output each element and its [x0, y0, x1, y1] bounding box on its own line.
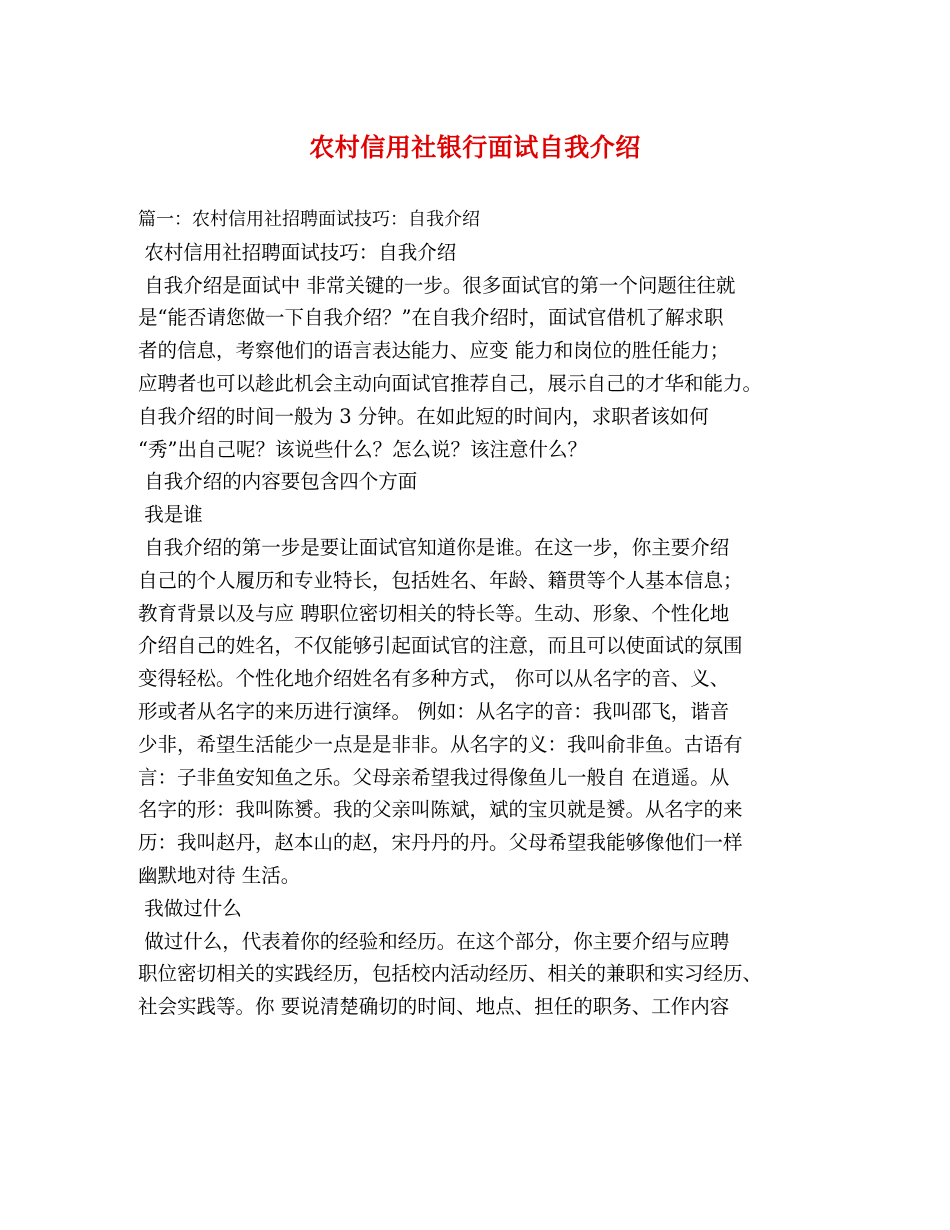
paragraph-line: 教育背景以及与应 聘职位密切相关的特长等。生动、形象、个性化地 — [138, 601, 730, 625]
document-title: 农村信用社银行面试自我介绍 — [309, 133, 641, 162]
paragraph-line: 应聘者也可以趁此机会主动向面试官推荐自己，展示自己的才华和能力。 — [138, 371, 763, 395]
paragraph-line: 形或者从名字的来历进行演绎。 例如：从名字的音：我叫邵飞，谐音 — [138, 699, 730, 723]
paragraph-line: 社会实践等。你 要说清楚确切的时间、地点、担任的职务、工作内容 — [138, 995, 730, 1019]
paragraph-line: 幽默地对待 生活。 — [138, 863, 301, 887]
paragraph-line: 自我介绍是面试中 非常关键的一步。很多面试官的第一个问题往往就 — [138, 273, 736, 297]
paragraph-line: 自己的个人履历和专业特长，包括姓名、年龄、籍贯等个人基本信息； — [138, 568, 743, 592]
paragraph-line: 职位密切相关的实践经历，包括校内活动经历、相关的兼职和实习经历、 — [138, 962, 763, 986]
paragraph-line: 篇一：农村信用社招聘面试技巧：自我介绍 — [138, 209, 480, 230]
paragraph-line: 是“能否请您做一下自我介绍？”在自我介绍时，面试官借机了解求职 — [138, 306, 724, 330]
paragraph-line: 自我介绍的时间一般为 3 分钟。在如此短的时间内，求职者该如何 — [138, 404, 709, 428]
paragraph-line: 历：我叫赵丹，赵本山的赵，宋丹丹的丹。父母希望我能够像他们一样 — [138, 831, 743, 855]
paragraph-line: 自我介绍的第一步是要让面试官知道你是谁。在这一步，你主要介绍 — [138, 535, 730, 559]
paragraph-line: 言：子非鱼安知鱼之乐。父母亲希望我过得像鱼儿一般自 在逍遥。从 — [138, 765, 730, 789]
paragraph-line: 少非，希望生活能少一点是是非非。从名字的义：我叫俞非鱼。古语有 — [138, 732, 743, 756]
paragraph-line: 名字的形：我叫陈赟。我的父亲叫陈斌，斌的宝贝就是赟。从名字的来 — [138, 798, 743, 822]
paragraph-line: 者的信息，考察他们的语言表达能力、应变 能力和岗位的胜任能力； — [138, 339, 730, 363]
document-body — [138, 204, 828, 1024]
paragraph-line: 做过什么，代表着你的经验和经历。在这个部分，你主要介绍与应聘 — [138, 929, 730, 953]
paragraph-line: 变得轻松。个性化地介绍姓名有多种方式， 你可以从名字的音、义、 — [138, 667, 730, 691]
paragraph-line: “秀”出自己呢？该说些什么？怎么说？该注意什么？ — [138, 437, 587, 461]
paragraph-line: 介绍自己的姓名，不仅能够引起面试官的注意，而且可以使面试的氛围 — [138, 634, 743, 658]
paragraph-line: 我做过什么 — [138, 896, 242, 920]
paragraph-line: 自我介绍的内容要包含四个方面 — [138, 470, 418, 494]
paragraph-line: 我是谁 — [138, 503, 203, 527]
paragraph-line: 农村信用社招聘面试技巧：自我介绍 — [138, 240, 457, 264]
